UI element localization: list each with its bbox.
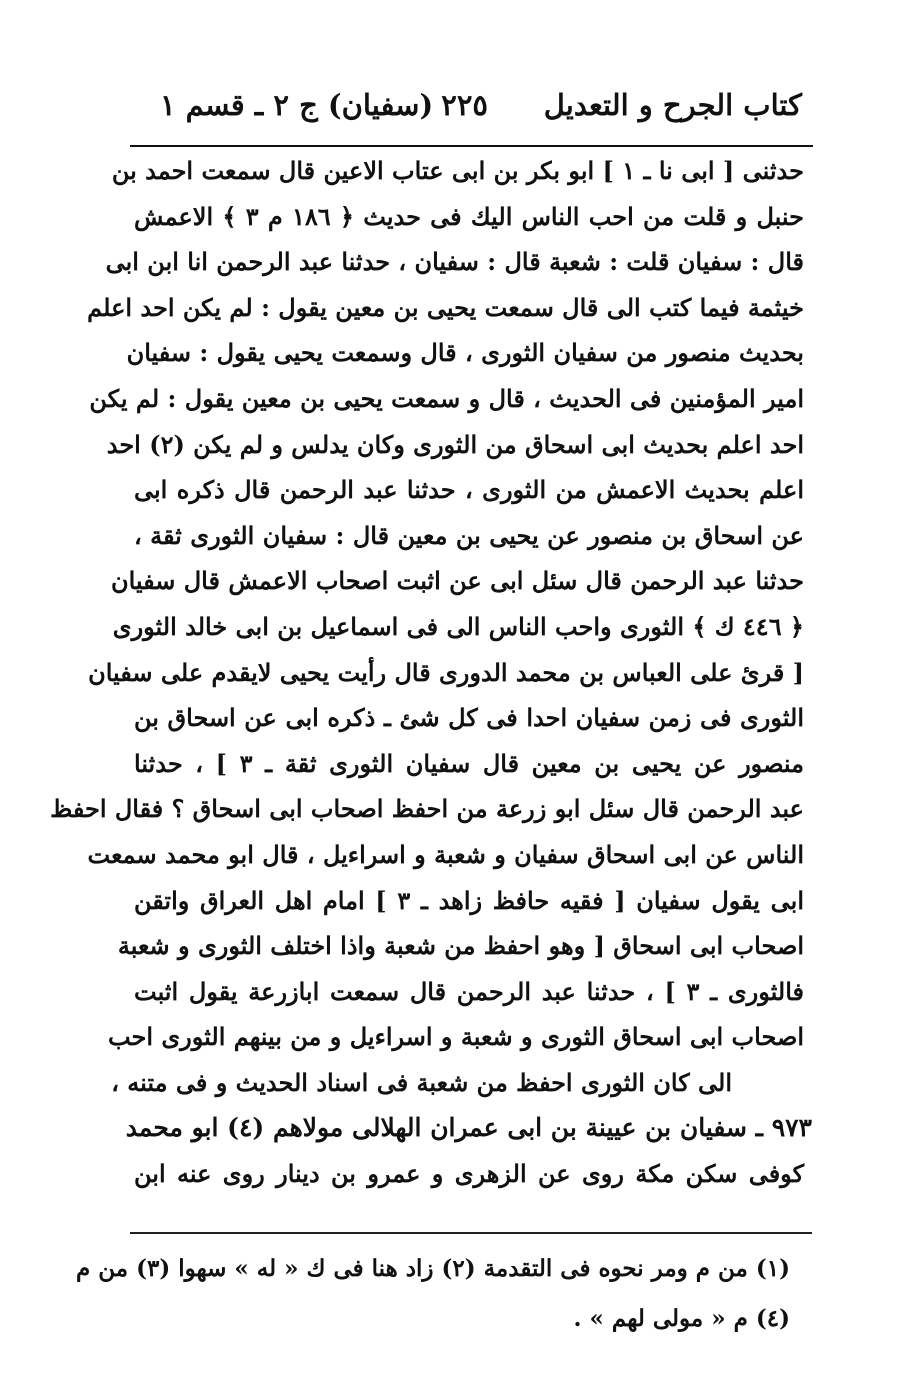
volume-part-label: (سفيان) ج ٢ ـ قسم ١: [160, 88, 434, 122]
text-line-6: امير المؤمنين فى الحديث ، قال و سمعت يحيى بن معين يقول : لم يكن: [89, 383, 804, 413]
text-line-4: خيثمة فيما كتب الى قال سمعت يحيى بن معين يقول : لم يكن احد اعلم: [87, 292, 804, 322]
text-line-16: الناس عن ابى اسحاق سفيان و شعبة و اسراءيل ، قال ابو محمد سمعت: [87, 839, 804, 869]
text-line-12: [ قرئ على العباس بن محمد الدورى قال رأيت يحيى لايقدم على سفيان: [88, 657, 804, 687]
entry-973-heading-line: ٩٧٣ ـ سفيان بن عيينة بن ابى عمران الهلالى مولاهم (٤) ابو محمد: [125, 1113, 812, 1143]
text-line-1: حدثنى [ ابى نا ـ ١ ] ابو بكر بن ابى عتاب الاعين قال سمعت احمد بن: [111, 156, 804, 185]
page-number: ٢٢٥: [441, 88, 488, 122]
text-line-14: منصور عن يحيى بن معين قال سفيان الثورى ثقة ـ ٣ ] ، حدثنا: [134, 748, 804, 778]
footnotes: [76, 1244, 790, 1344]
text-line-5: بحديث منصور من سفيان الثورى ، قال وسمعت يحيى يقول : سفيان: [126, 338, 804, 368]
text-line-17: ابى يقول سفيان [ فقيه حافظ زاهد ـ ٣ ] امام اهل العراق واتقن: [134, 885, 805, 915]
text-line-3: قال : سفيان قلت : شعبة قال : سفيان ، حدثنا عبد الرحمن انا ابن ابى: [105, 247, 804, 277]
text-line-23: كوفى سكن مكة روى عن الزهرى و عمرو بن دينار روى عنه ابن: [134, 1159, 804, 1189]
text-line-8: اعلم بحديث الاعمش من الثورى ، حدثنا عبد الرحمن قال ذكره ابى: [134, 475, 804, 505]
footnote-rule: [130, 1232, 812, 1234]
text-line-9: عن اسحاق بن منصور عن يحيى بن معين قال : سفيان الثورى ثقة ،: [134, 520, 804, 550]
text-line-10: حدثنا عبد الرحمن قال سئل ابى عن اثبت اصحاب الاعمش قال سفيان: [110, 566, 804, 596]
header-rule: [130, 145, 813, 147]
text-line-11: ﴿ ٤٤٦ ك ﴾ الثورى واحب الناس الى فى اسماعيل بن ابى خالد الثورى: [112, 611, 804, 641]
text-line-19: فالثورى ـ ٣ ] ، حدثنا عبد الرحمن قال سمعت ابازرعة يقول اثبت: [134, 976, 804, 1006]
text-line-13: الثورى فى زمن سفيان احدا فى كل شئ ـ ذكره ابى عن اسحاق بن: [134, 703, 804, 733]
text-line-18: اصحاب ابى اسحاق [ وهو احفظ من شعبة واذا اختلف الثورى و شعبة: [117, 931, 804, 961]
main-text: [50, 148, 812, 1197]
footnote-line-1: (١) من م ومر نحوه فى التقدمة (٢) زاد هنا فى ك « له » سهوا (٣) من م: [76, 1255, 790, 1282]
running-header: [130, 88, 810, 138]
footnote-line-2: (٤) م « مولى لهم » .: [573, 1305, 790, 1332]
book-title: كتاب الجرح و التعديل: [543, 88, 802, 122]
text-line-15: عبد الرحمن قال سئل ابو زرعة من احفظ اصحاب ابى اسحاق ؟ فقال احفظ: [50, 794, 804, 824]
text-line-20: اصحاب ابى اسحاق الثورى و شعبة و اسراءيل و من بينهم الثورى احب: [107, 1022, 804, 1052]
text-line-2: حنبل و قلت من احب الناس اليك فى حديث ﴿ ١٨٦ م ٣ ﴾ الاعمش: [134, 201, 804, 231]
text-line-7: احد اعلم بحديث ابى اسحاق من الثورى وكان يدلس و لم يكن (٢) احد: [106, 429, 804, 459]
text-line-21: الى كان الثورى احفظ من شعبة فى اسناد الحديث و فى متنه ،: [111, 1067, 732, 1097]
